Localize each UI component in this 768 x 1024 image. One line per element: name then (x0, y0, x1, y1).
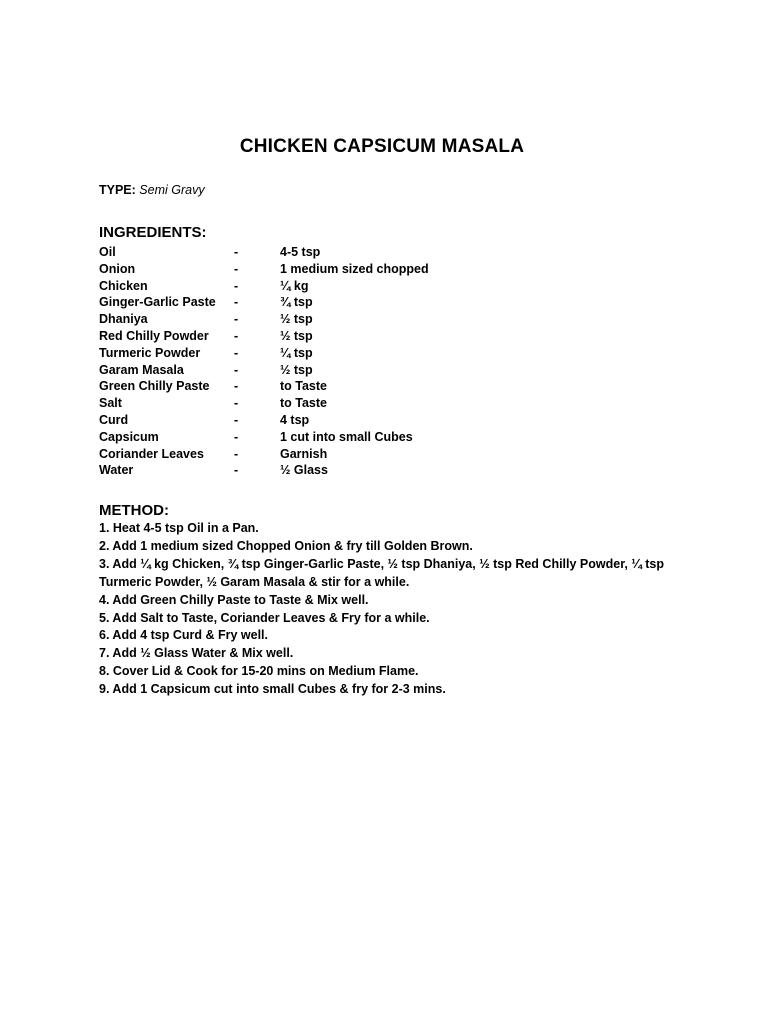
ingredient-quantity: ½ tsp (280, 312, 313, 327)
type-label: TYPE: (99, 183, 136, 197)
ingredient-name: Red Chilly Powder (99, 328, 209, 343)
ingredient-separator: - (234, 261, 239, 276)
method-heading: METHOD: (99, 502, 169, 519)
ingredient-name: Turmeric Powder (99, 345, 201, 360)
ingredient-row (99, 378, 599, 395)
ingredient-name: Curd (99, 412, 129, 427)
ingredient-quantity: 1 cut into small Cubes (280, 429, 413, 444)
ingredient-quantity: to Taste (280, 379, 327, 394)
ingredient-row (99, 446, 599, 463)
ingredient-separator: - (234, 345, 239, 360)
method-step: 6. Add 4 tsp Curd & Fry well. (99, 628, 269, 643)
ingredient-quantity: ½ tsp (280, 328, 313, 343)
ingredient-name: Green Chilly Paste (99, 379, 210, 394)
ingredient-row (99, 395, 599, 412)
ingredient-row (99, 311, 599, 328)
ingredient-name: Ginger-Garlic Paste (99, 295, 216, 310)
ingredient-quantity: Garnish (280, 446, 328, 461)
ingredient-name: Salt (99, 396, 122, 411)
ingredient-name: Water (99, 463, 134, 478)
ingredient-quantity: 4 tsp (280, 412, 310, 427)
type-value: Semi Gravy (139, 183, 205, 197)
ingredient-quantity: ½ Glass (280, 463, 328, 478)
ingredient-row (99, 429, 599, 446)
ingredient-row (99, 261, 599, 278)
ingredient-separator: - (234, 396, 239, 411)
method-step: 9. Add 1 Capsicum cut into small Cubes & fry for 2-3 mins. (99, 682, 446, 697)
ingredient-name: Oil (99, 245, 116, 259)
ingredient-quantity: ¼ tsp (280, 345, 313, 360)
ingredient-row (99, 278, 599, 295)
method-step: 5. Add Salt to Taste, Coriander Leaves & Fry for a while. (99, 610, 430, 625)
ingredient-separator: - (234, 446, 239, 461)
ingredient-separator: - (234, 312, 239, 327)
recipe-type (99, 183, 205, 197)
ingredient-separator: - (234, 278, 239, 293)
ingredient-quantity: 1 medium sized chopped (280, 261, 429, 276)
ingredient-name: Capsicum (99, 429, 159, 444)
ingredient-separator: - (234, 295, 239, 310)
ingredient-separator: - (234, 245, 239, 259)
ingredient-name: Garam Masala (99, 362, 184, 377)
recipe-title: CHICKEN CAPSICUM MASALA (239, 136, 525, 157)
ingredient-row (99, 362, 599, 379)
ingredient-name: Chicken (99, 278, 148, 293)
ingredient-name: Dhaniya (99, 312, 148, 327)
method-list (99, 520, 664, 699)
ingredients-list (99, 244, 599, 479)
ingredient-separator: - (234, 429, 239, 444)
ingredient-row (99, 462, 599, 479)
method-step: 1. Heat 4-5 tsp Oil in a Pan. (99, 521, 259, 535)
ingredient-row (99, 244, 599, 261)
ingredient-row (99, 294, 599, 311)
ingredient-separator: - (234, 412, 239, 427)
ingredient-separator: - (234, 463, 239, 478)
ingredient-name: Coriander Leaves (99, 446, 204, 461)
ingredient-row (99, 328, 599, 345)
method-step: 2. Add 1 medium sized Chopped Onion & fry till Golden Brown. (99, 538, 473, 553)
method-step: Turmeric Powder, ½ Garam Masala & stir for a while. (99, 574, 410, 589)
ingredient-row (99, 412, 599, 429)
ingredient-separator: - (234, 379, 239, 394)
method-step: 3. Add ¼ kg Chicken, ¾ tsp Ginger-Garlic Paste, ½ tsp Dhaniya, ½ tsp Red Chilly Powder, ¼ tsp (99, 556, 664, 571)
ingredient-name: Onion (99, 261, 136, 276)
ingredient-quantity: ¼ kg (280, 278, 309, 293)
method-step: 4. Add Green Chilly Paste to Taste & Mix well. (99, 592, 369, 607)
method-step: 8. Cover Lid & Cook for 15-20 mins on Medium Flame. (99, 664, 419, 679)
ingredient-row (99, 345, 599, 362)
ingredient-quantity: to Taste (280, 396, 327, 411)
ingredient-quantity: ¾ tsp (280, 295, 313, 310)
ingredient-separator: - (234, 328, 239, 343)
ingredient-quantity: 4-5 tsp (280, 245, 321, 259)
ingredient-separator: - (234, 362, 239, 377)
ingredient-quantity: ½ tsp (280, 362, 313, 377)
method-step: 7. Add ½ Glass Water & Mix well. (99, 646, 294, 661)
ingredients-heading: INGREDIENTS: (99, 224, 207, 241)
